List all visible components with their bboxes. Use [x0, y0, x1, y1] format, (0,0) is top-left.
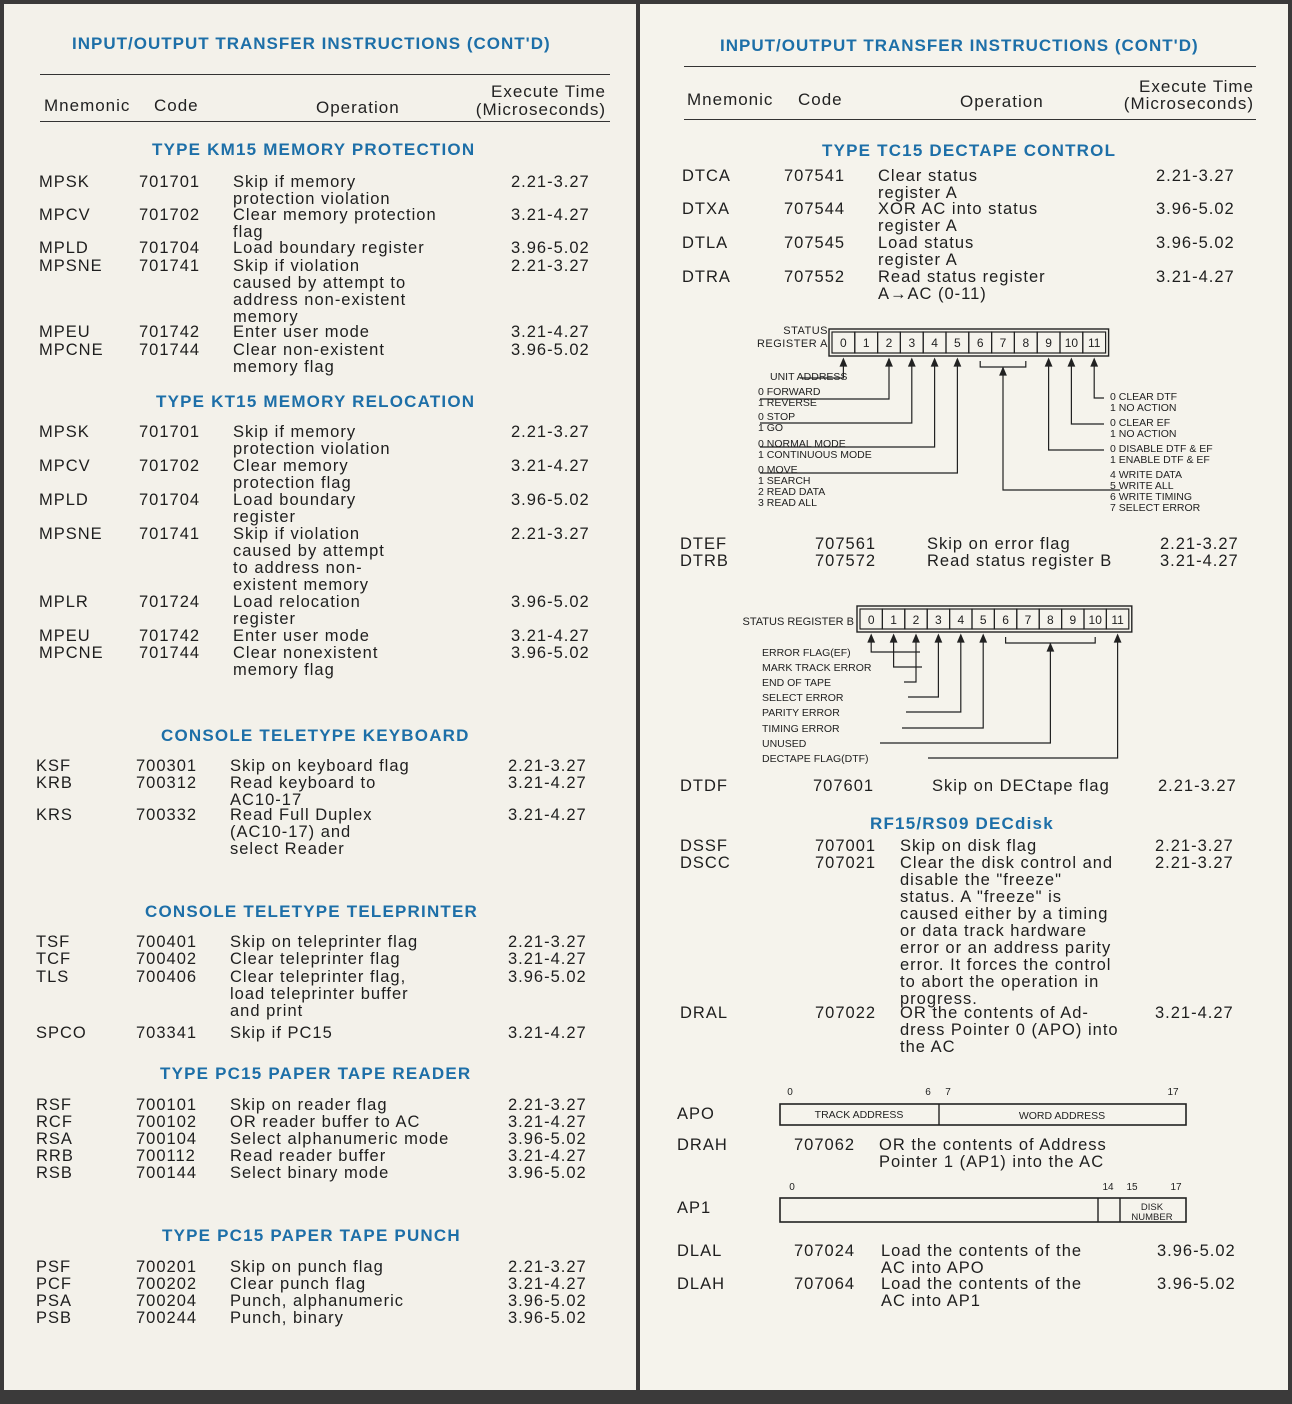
- mnemonic: MPLR: [39, 593, 89, 611]
- execute-time: 3.21-4.27: [508, 1113, 587, 1131]
- status-a-note: 0 MOVE: [758, 464, 798, 476]
- operation: Skip on punch flag: [230, 1258, 384, 1276]
- operation: Read Full Duplex (AC10-17) and select Reader: [230, 806, 373, 858]
- ap1-disk-number-line: NUMBER: [1131, 1212, 1173, 1223]
- bit-number: 7: [999, 336, 1007, 350]
- code: 707064: [794, 1275, 856, 1293]
- operation: Clear teleprinter flag, load teleprinter buffer and print: [230, 968, 409, 1020]
- bit-number: 11: [1087, 336, 1101, 350]
- operation: Skip if violation caused by attempt to address non-existent memory: [233, 257, 407, 326]
- execute-time: 3.21-4.27: [511, 323, 590, 341]
- execute-time: 3.96-5.02: [508, 1164, 587, 1182]
- code: 700402: [136, 950, 198, 968]
- operation: Clear memory protection flag: [233, 457, 352, 492]
- mnemonic: PSB: [36, 1309, 73, 1327]
- execute-time: 2.21-3.27: [1156, 167, 1235, 185]
- status-a-note: 6 WRITE TIMING: [1110, 491, 1193, 503]
- mnemonic: DTDF: [680, 777, 728, 795]
- execute-time: 3.21-4.27: [508, 1275, 587, 1293]
- execute-time: 2.21-3.27: [511, 423, 590, 441]
- right-page: INPUT/OUTPUT TRANSFER INSTRUCTIONS (CONT'D) Mnemonic Code Operation Execute Time (Microseconds) TYPE TC15 DECTAPE CONTROL DTCA 707541 Clear status register A 2.21-3.27 DTXA 707544 XOR AC into status register A 3.96-5.02 DTLA 707545 Load status register A 3.96-5.02 DTRA 707552 Read status register A→AC (0-11) 3.21-4.27 DTEF 707561 Skip on error flag 2.21-3.27 DTRB 707572 Read status register B 3.21-4.27 DTDF 707601 Skip on DECtape flag 2.21-3.27 RF15/RS09 DECdisk DSSF 707001 Skip on disk flag 2.21-3.27 DSCC 707021 Clear the disk control and disable the "freeze" status. A "freeze" is caused either by a timing or data track hardware error or an address parity error. It forces the control to abort the operation in progress. 2.21-3.27 DRAL 707022 OR the contents of Ad- dress Pointer 0 (APO) into the AC 3.21-4.27 DRAH 707062 OR the contents of Address Pointer 1 (AP1) into the AC DLAL 707024 Load the contents of the AC into APO 3.96-5.02 DLAH 707064 Load the contents of the AC into AP1 3.96-5.02 STATUS REGISTER A 0 1 2 3 4 5 6 7 8 9 10 11 UNIT ADDRESS 0 FORWARD 1 REVERSE 0 STOP 1 GO 0 NORMAL MODE 1 CONTINUOUS MODE 0 MOVE 1 SEARCH 2 READ DATA 3 READ ALL 0 CLEAR DTF 1 NO ACTION 0 CLEAR EF 1 NO ACTION 0 DISABLE DTF & EF 1 ENABLE DTF & EF 4 WRITE DATA 5 WRITE ALL 6 WRITE TIMING 7 SELECT ERROR STATUS REGISTER B 0 1 2 3 4 5 6 7 8 9 10 11 ERROR FLAG(EF) MARK TRACK ERROR END OF TAPE SELECT ERROR PARITY ERROR TIMING ERROR UNUSED DECTAPE FLAG(DTF) APO 0 6 7 17 TRACK ADDRESS WORD ADDRESS AP1 0 14 15 17 DISK NUMBER: [640, 4, 1288, 1390]
- operation: XOR AC into status register A: [878, 200, 1039, 235]
- operation: Load status register A: [878, 234, 975, 269]
- operation: Skip if memory protection violation: [233, 423, 391, 458]
- code: 701741: [139, 525, 201, 543]
- operation: Clear status register A: [878, 167, 979, 202]
- mnemonic: KRS: [36, 806, 73, 824]
- code: 701702: [139, 457, 201, 475]
- mnemonic: DTLA: [682, 234, 729, 252]
- execute-time: 3.96-5.02: [511, 593, 590, 611]
- execute-time: 2.21-3.27: [511, 525, 590, 543]
- mnemonic: TSF: [36, 933, 71, 951]
- mnemonic: RRB: [36, 1147, 74, 1165]
- code: 707062: [794, 1136, 856, 1154]
- status-a-notes: [758, 371, 1213, 514]
- mnemonic: KSF: [36, 757, 72, 775]
- code: 700102: [136, 1113, 198, 1131]
- bit-number: 1: [890, 613, 897, 627]
- mnemonic: DSSF: [680, 837, 729, 855]
- code: 701742: [139, 323, 201, 341]
- col-mnemonic-header: Mnemonic: [687, 90, 774, 109]
- operation: Read reader buffer: [230, 1147, 387, 1165]
- code: 701702: [139, 206, 201, 224]
- operation: Load the contents of the AC into AP1: [881, 1275, 1083, 1310]
- mnemonic: MPCNE: [39, 644, 104, 662]
- status-a-note: 0 FORWARD: [758, 386, 821, 398]
- bit-number: 10: [1088, 613, 1102, 627]
- bit-number: 9: [1045, 336, 1052, 350]
- status-a-note: 1 NO ACTION: [1110, 428, 1177, 440]
- execute-time: 2.21-3.27: [508, 933, 587, 951]
- mnemonic: RSF: [36, 1096, 72, 1114]
- apo-word-address: WORD ADDRESS: [1018, 1110, 1106, 1122]
- mnemonic: DTRA: [682, 268, 731, 286]
- ap1-field-diagram: [776, 1176, 1196, 1228]
- mnemonic: PSA: [36, 1292, 73, 1310]
- status-b-bits: [857, 606, 1132, 632]
- status-register-b-diagram: [728, 600, 1248, 770]
- code: 701724: [139, 593, 201, 611]
- mnemonic: MPSK: [39, 423, 90, 441]
- page-title: INPUT/OUTPUT TRANSFER INSTRUCTIONS (CONT'D): [720, 36, 1199, 55]
- execute-time: 3.96-5.02: [508, 1130, 587, 1148]
- mnemonic: PSF: [36, 1258, 72, 1276]
- execute-time: 3.96-5.02: [1156, 200, 1235, 218]
- execute-time: 3.96-5.02: [1157, 1275, 1236, 1293]
- mnemonic: MPCV: [39, 457, 91, 475]
- header-rule-top: [684, 66, 1256, 67]
- ap1-bit-0: 0: [789, 1182, 795, 1193]
- status-a-note: 1 NO ACTION: [1110, 402, 1177, 414]
- operation: Enter user mode: [233, 323, 370, 341]
- mnemonic: DLAL: [677, 1242, 723, 1260]
- operation: OR reader buffer to AC: [230, 1113, 421, 1131]
- status-b-note: ERROR FLAG(EF): [762, 647, 851, 659]
- code: 707572: [815, 552, 877, 570]
- mnemonic: MPSNE: [39, 257, 103, 275]
- execute-time: 3.21-4.27: [1160, 552, 1239, 570]
- code: 700104: [136, 1130, 198, 1148]
- bit-number: 2: [912, 613, 920, 627]
- execute-time: 2.21-3.27: [508, 1258, 587, 1276]
- mnemonic: DTRB: [680, 552, 729, 570]
- code: 707021: [815, 854, 877, 872]
- status-a-note: 0 DISABLE DTF & EF: [1110, 443, 1213, 455]
- status-b-note: PARITY ERROR: [762, 707, 840, 719]
- section-title: TYPE PC15 PAPER TAPE PUNCH: [162, 1226, 461, 1245]
- code: 700401: [136, 933, 198, 951]
- execute-time: 3.21-4.27: [508, 806, 587, 824]
- status-b-note: END OF TAPE: [762, 677, 832, 689]
- col-time-header-2: (Microseconds): [475, 100, 606, 119]
- execute-time: 2.21-3.27: [511, 173, 590, 191]
- operation: Clear teleprinter flag: [230, 950, 401, 968]
- bit-number: 11: [1111, 613, 1124, 627]
- code: 701704: [139, 239, 201, 257]
- execute-time: 2.21-3.27: [1155, 837, 1234, 855]
- mnemonic: MPLD: [39, 239, 89, 257]
- execute-time: 2.21-3.27: [511, 257, 590, 275]
- mnemonic: MPEU: [39, 323, 91, 341]
- col-mnemonic-header: Mnemonic: [44, 96, 131, 115]
- operation: OR the contents of Ad- dress Pointer 0 (APO) into the AC: [900, 1004, 1119, 1056]
- apo-bit-7: 7: [945, 1087, 951, 1098]
- code: 700301: [136, 757, 198, 775]
- operation: Load boundary register: [233, 239, 425, 257]
- mnemonic: KRB: [36, 774, 73, 792]
- bit-number: 1: [862, 336, 870, 350]
- code: 700201: [136, 1258, 198, 1276]
- execute-time: 2.21-3.27: [1155, 854, 1234, 872]
- operation: Enter user mode: [233, 627, 370, 645]
- code: 700244: [136, 1309, 198, 1327]
- mnemonic: RSB: [36, 1164, 73, 1182]
- operation: Skip on reader flag: [230, 1096, 388, 1114]
- code: 707022: [815, 1004, 877, 1022]
- bit-number: 0: [867, 613, 875, 627]
- execute-time: 3.96-5.02: [508, 968, 587, 986]
- operation: Skip on teleprinter flag: [230, 933, 419, 951]
- status-a-note: 0 NORMAL MODE: [758, 438, 846, 450]
- code: 701701: [139, 423, 201, 441]
- code: 701704: [139, 491, 201, 509]
- bit-number: 0: [840, 336, 847, 350]
- bit-number: 3: [908, 336, 916, 350]
- operation: Skip if memory protection violation: [233, 173, 391, 208]
- execute-time: 3.96-5.02: [511, 644, 590, 662]
- operation: OR the contents of Address Pointer 1 (AP1) into the AC: [879, 1136, 1107, 1171]
- operation: Load boundary register: [233, 491, 357, 526]
- execute-time: 2.21-3.27: [1160, 535, 1239, 553]
- code: 703341: [136, 1024, 198, 1042]
- code: 700312: [136, 774, 198, 792]
- bit-number: 10: [1064, 336, 1079, 350]
- bit-number: 3: [935, 613, 942, 627]
- mnemonic: RCF: [36, 1113, 73, 1131]
- col-operation-header: Operation: [316, 98, 400, 117]
- code: 701744: [139, 341, 201, 359]
- status-b-note: MARK TRACK ERROR: [762, 662, 872, 674]
- operation: Clear non-existent memory flag: [233, 341, 385, 376]
- mnemonic: TCF: [36, 950, 72, 968]
- ap1-bit-17: 17: [1170, 1182, 1182, 1193]
- status-b-note: TIMING ERROR: [762, 723, 840, 735]
- col-time-header-1: Execute Time: [1139, 77, 1254, 96]
- code: 707001: [815, 837, 877, 855]
- ap1-bit-15: 15: [1126, 1182, 1138, 1193]
- execute-time: 3.21-4.27: [511, 457, 590, 475]
- execute-time: 3.21-4.27: [508, 774, 587, 792]
- apo-bit-6: 6: [925, 1087, 931, 1098]
- status-b-notes: [762, 647, 872, 765]
- operation: Skip on keyboard flag: [230, 757, 410, 775]
- code: 707024: [794, 1242, 856, 1260]
- mnemonic: MPSNE: [39, 525, 103, 543]
- operation: Select binary mode: [230, 1164, 390, 1182]
- bit-number: 4: [931, 336, 938, 350]
- bit-number: 4: [957, 613, 965, 627]
- section-title: CONSOLE TELETYPE KEYBOARD: [161, 726, 470, 745]
- execute-time: 3.96-5.02: [511, 239, 590, 257]
- execute-time: 3.21-4.27: [508, 950, 587, 968]
- operation: Punch, alphanumeric: [230, 1292, 405, 1310]
- execute-time: 3.96-5.02: [511, 491, 590, 509]
- status-a-note: 4 WRITE DATA: [1110, 469, 1182, 481]
- mnemonic: RSA: [36, 1130, 73, 1148]
- section-title: CONSOLE TELETYPE TELEPRINTER: [145, 902, 479, 921]
- section-title: RF15/RS09 DECdisk: [870, 814, 1054, 833]
- operation: Punch, binary: [230, 1309, 344, 1327]
- apo-track-address: TRACK ADDRESS: [814, 1109, 904, 1121]
- status-a-note: 1 REVERSE: [758, 397, 817, 409]
- status-a-note: 0 STOP: [758, 411, 796, 423]
- bit-number: 7: [1024, 613, 1032, 627]
- status-a-note: 7 SELECT ERROR: [1110, 502, 1201, 514]
- execute-time: 3.96-5.02: [1156, 234, 1235, 252]
- bit-number: 2: [885, 336, 893, 350]
- col-operation-header: Operation: [960, 92, 1044, 111]
- mnemonic: MPSK: [39, 173, 90, 191]
- execute-time: 2.21-3.27: [508, 1096, 587, 1114]
- col-time-header-1: Execute Time: [491, 82, 606, 101]
- operation: Load the contents of the AC into APO: [881, 1242, 1083, 1277]
- mnemonic: DTEF: [680, 535, 728, 553]
- header-rule-top: [40, 74, 610, 75]
- execute-time: 3.21-4.27: [508, 1147, 587, 1165]
- operation: Skip on disk flag: [900, 837, 1038, 855]
- bit-number: 6: [976, 336, 984, 350]
- status-a-note: 5 WRITE ALL: [1110, 480, 1174, 492]
- code: 700101: [136, 1096, 198, 1114]
- status-b-leader-lines: [868, 635, 1120, 758]
- bit-number: 9: [1069, 613, 1077, 627]
- code: 700202: [136, 1275, 198, 1293]
- execute-time: 3.96-5.02: [511, 341, 590, 359]
- status-b-note: DECTAPE FLAG(DTF): [762, 753, 869, 765]
- bit-number: 8: [1047, 613, 1054, 627]
- code: 707545: [784, 234, 846, 252]
- section-title: TYPE KM15 MEMORY PROTECTION: [152, 140, 476, 159]
- mnemonic: TLS: [36, 968, 70, 986]
- ap1-bit-14: 14: [1102, 1182, 1114, 1193]
- status-a-bits: [829, 329, 1109, 356]
- operation: Clear memory protection flag: [233, 206, 437, 241]
- code: 700112: [136, 1147, 196, 1165]
- header-rule-bottom: [684, 119, 1256, 120]
- operation: Select alphanumeric mode: [230, 1130, 450, 1148]
- code: 707552: [784, 268, 846, 286]
- bit-number: 5: [979, 613, 987, 627]
- execute-time: 3.21-4.27: [1155, 1004, 1234, 1022]
- page-title: INPUT/OUTPUT TRANSFER INSTRUCTIONS (CONT'D): [72, 34, 551, 53]
- status-a-note: 1 SEARCH: [758, 475, 811, 487]
- execute-time: 3.21-4.27: [1156, 268, 1235, 286]
- mnemonic: DRAH: [677, 1136, 728, 1154]
- operation: Read status register A→AC (0-11): [878, 268, 1046, 303]
- status-a-note: 0 CLEAR DTF: [1110, 391, 1178, 403]
- code: 700332: [136, 806, 198, 824]
- status-a-label-1: STATUS: [783, 325, 828, 337]
- code: 707601: [813, 777, 875, 795]
- mnemonic: DTXA: [682, 200, 731, 218]
- apo-bit-0: 0: [787, 1087, 793, 1098]
- mnemonic: SPCO: [36, 1024, 87, 1042]
- mnemonic: MPEU: [39, 627, 91, 645]
- execute-time: 2.21-3.27: [1158, 777, 1237, 795]
- code: 707544: [784, 200, 846, 218]
- execute-time: 3.96-5.02: [1157, 1242, 1236, 1260]
- status-a-note: 1 ENABLE DTF & EF: [1110, 454, 1210, 466]
- col-code-header: Code: [154, 96, 199, 115]
- ap1-disk-number-line: DISK: [1140, 1202, 1164, 1213]
- apo-bit-17: 17: [1167, 1087, 1179, 1098]
- operation: Skip on error flag: [927, 535, 1071, 553]
- execute-time: 2.21-3.27: [508, 757, 587, 775]
- execute-time: 3.21-4.27: [508, 1024, 587, 1042]
- bit-number: 6: [1002, 613, 1009, 627]
- operation: Clear the disk control and disable the "freeze" status. A "freeze" is caused either by a timing or data track hardware error or an address parity error. It forces the control to abort the operation in progress.: [900, 854, 1114, 1008]
- status-register-a-diagram: [740, 320, 1260, 520]
- mnemonic: MPCV: [39, 206, 91, 224]
- bit-number: 8: [1022, 336, 1030, 350]
- execute-time: 3.96-5.02: [508, 1292, 587, 1310]
- mnemonic: MPCNE: [39, 341, 104, 359]
- operation: Read status register B: [927, 552, 1113, 570]
- bit-number: 5: [954, 336, 961, 350]
- apo-field-diagram: [776, 1082, 1196, 1132]
- col-time-header-2: (Microseconds): [1123, 94, 1254, 113]
- status-a-note: 2 READ DATA: [758, 486, 826, 498]
- col-code-header: Code: [798, 90, 843, 109]
- status-a-note: 0 CLEAR EF: [1110, 417, 1171, 429]
- execute-time: 3.21-4.27: [511, 627, 590, 645]
- code: 707541: [784, 167, 846, 185]
- operation: Skip on DECtape flag: [932, 777, 1110, 795]
- code: 701741: [139, 257, 201, 275]
- code: 700204: [136, 1292, 198, 1310]
- mnemonic: MPLD: [39, 491, 89, 509]
- code: 701701: [139, 173, 201, 191]
- section-title: TYPE KT15 MEMORY RELOCATION: [156, 392, 476, 411]
- code: 701744: [139, 644, 201, 662]
- operation: Clear nonexistent memory flag: [233, 644, 379, 679]
- operation: Read keyboard to AC10-17: [230, 774, 377, 809]
- status-a-note: 1 CONTINUOUS MODE: [758, 449, 872, 461]
- mnemonic: DLAH: [677, 1275, 726, 1293]
- left-page: [4, 4, 636, 1390]
- ap1-disk-number: [1131, 1202, 1172, 1223]
- code: 707561: [815, 535, 877, 553]
- operation: Load relocation register: [233, 593, 361, 628]
- operation: Skip if PC15: [230, 1024, 333, 1042]
- execute-time: 3.21-4.27: [511, 206, 590, 224]
- code: 700406: [136, 968, 198, 986]
- mnemonic: PCF: [36, 1275, 72, 1293]
- code: 700144: [136, 1164, 198, 1182]
- status-a-note: 1 GO: [758, 422, 784, 434]
- operation: Skip if violation caused by attempt to address non- existent memory: [233, 525, 385, 594]
- status-a-note: 3 READ ALL: [758, 497, 817, 509]
- status-b-note: UNUSED: [762, 738, 807, 750]
- mnemonic: DTCA: [682, 167, 731, 185]
- header-rule-bottom: [40, 121, 610, 122]
- code: 701742: [139, 627, 201, 645]
- status-b-label: STATUS REGISTER B: [742, 616, 854, 628]
- section-title: TYPE PC15 PAPER TAPE READER: [160, 1064, 472, 1083]
- execute-time: 3.96-5.02: [508, 1309, 587, 1327]
- operation: Clear punch flag: [230, 1275, 367, 1293]
- status-a-label-2: REGISTER A: [756, 338, 828, 350]
- mnemonic: DSCC: [680, 854, 731, 872]
- section-title-dectape: TYPE TC15 DECTAPE CONTROL: [822, 141, 1117, 160]
- status-a-note: UNIT ADDRESS: [770, 371, 848, 383]
- mnemonic: DRAL: [680, 1004, 729, 1022]
- status-b-note: SELECT ERROR: [762, 692, 844, 704]
